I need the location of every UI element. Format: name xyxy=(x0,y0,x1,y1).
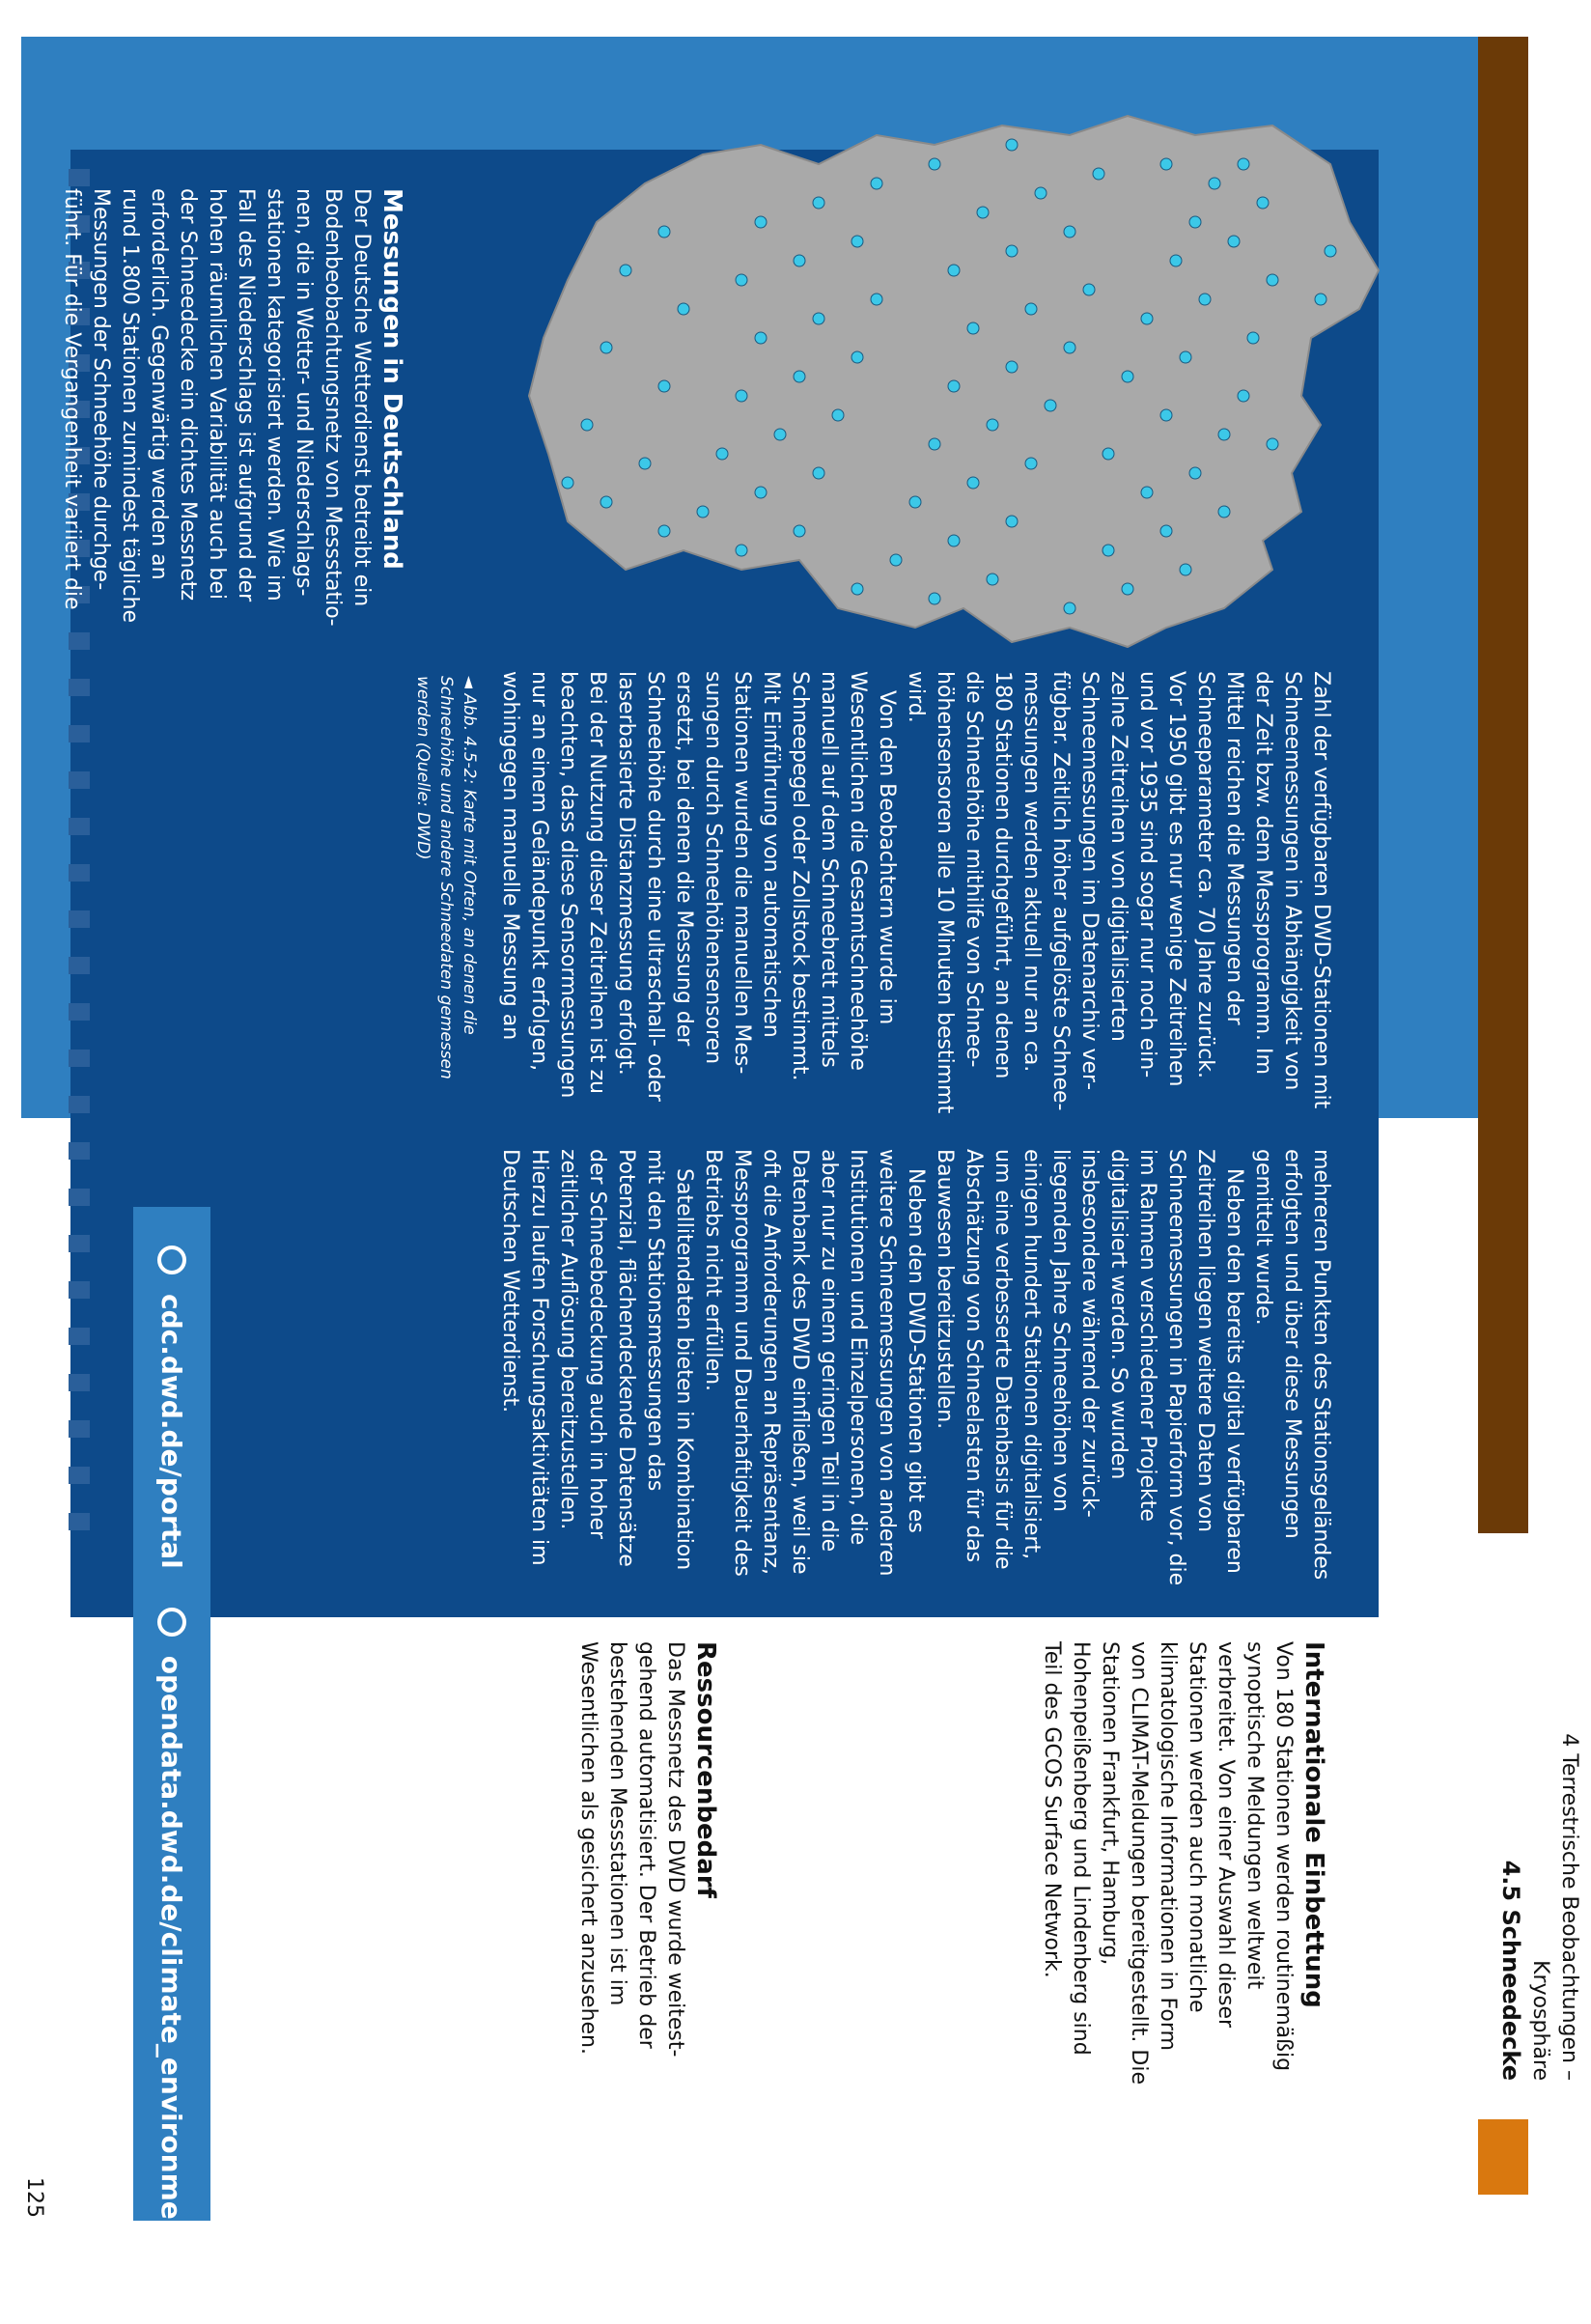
link-icon xyxy=(157,1608,186,1637)
messungen-text-2a: Zahl der verfügbaren DWD-Stationen mit Schneemessungen in Abhängigkeit von der Zeit bzw. dem Messprogramm. Im Mittel reichen die Messungen der Schneeparameter ca. 70 Jahre zurück. Vor 1950 gibt es nur wenige Zeitreihen und vor 1935 sind sogar nur noch einzelne Zeitreihen von digitalisierten Schneemessungen im Datenarchiv verfügbar. Zeitlich höher aufgelöste Schneemessungen werden aktuell nur an ca. 180 Stationen durchgeführt, an denen die Schneehöhe mithilfe von Schneehöhensensoren alle 10 Minuten bestimmt wird. xyxy=(904,671,1333,1114)
station-map xyxy=(500,106,1417,666)
link-icon xyxy=(157,1246,186,1274)
section-title: 4.5 Schneedecke xyxy=(1497,1860,1524,2081)
messungen-column-3 xyxy=(495,1149,1335,1593)
heading-international: Internationale Einbettung xyxy=(1299,1641,1328,2008)
messungen-text-3a: mehreren Punkten des Stationsgeländes erfolgten und über diese Messungen gemittelt wurde. xyxy=(1251,1149,1333,1581)
messungen-text-3d: Satellitendaten bieten in Kombination mit den Stationsmessungen das Potenzial, flächendeckende Datensätze der Schneebedeckung auch in hoher zeitlicher Auflösung bereitzustellen. Hierzu laufen Forschungsaktivitäten im Deutschen Wetterdienst. xyxy=(498,1149,696,1571)
messungen-column-1 xyxy=(57,188,408,632)
link-cdc-portal-label: cdc.dwd.de/portal xyxy=(155,1294,188,1569)
messungen-text-2b: Von den Beobachtern wurde im Wesentlichen die Gesamtschneehöhe manuell auf dem Schneebrett mittels Schneepegel oder Zollstock bestimmt. Mit Einführung von automatischen Stationen wurden die manuellen Messungen durch Schneehöhensensoren ersetzt, bei denen die Messung der Schneehöhe durch eine ultraschall- oder laserbasierte Distanzmessung erfolgt. Bei der Nutzung dieser Zeitreihen ist zu beachten, dass diese Sensormessungen nur an einem Geländepunkt erfolgen, wohingegen manuelle Messung an xyxy=(498,671,899,1102)
link-opendata[interactable] xyxy=(156,1608,188,2324)
ressourcen-section xyxy=(573,1641,722,2095)
heading-ressourcen: Ressourcenbedarf xyxy=(691,1641,720,1898)
map-caption: ◄ Abb. 4.5-2: Karte mit Orten, an denen die Schneehöhe und andere Schneedaten gemessen werden (Quelle: DWD) xyxy=(413,676,479,1079)
link-cdc-portal[interactable] xyxy=(156,1246,188,1569)
page-number: 125 xyxy=(22,2177,46,2218)
messungen-text-3b: Neben den bereits digital verfügbaren Zeitreihen liegen weitere Daten von Schneemessungen in Papierform vor, die im Rahmen verschiedener Projekte digitalisiert werden. So wurden insbesondere während der zurückliegenden Jahre Schneehöhen von einigen hundert Stationen digitalisiert, um eine verbesserte Datenbasis für die Abschätzung von Schneelasten für das Bauwesen bereitzustellen. xyxy=(933,1149,1246,1586)
link-opendata-label: opendata.dwd.de/climate_environment/CDC xyxy=(155,1655,188,2324)
ressourcen-text: Das Messnetz des DWD wurde weitestgehend automatisiert. Der Betrieb der bestehenden Messstationen ist im Wesentlichen als gesichert anzusehen. xyxy=(576,1641,687,2058)
brown-header-bar xyxy=(1478,37,1528,1533)
link-bar xyxy=(133,1207,210,2324)
orange-chapter-tab xyxy=(1478,2119,1528,2195)
running-header xyxy=(1497,1627,1591,2081)
heading-messungen: Messungen in Deutschland xyxy=(377,188,406,570)
international-text: Von 180 Stationen werden routinemäßig synoptische Meldungen weltweit verbreitet. Von einer Auswahl dieser Stationen werden auch monatliche klimatologische Informationen in Form von CLIMAT-Meldungen bereitgestellt. Die Stationen Frankfurt, Hamburg, Hohenpeißenberg und Lindenberg sind Teil des GCOS Surface Network. xyxy=(1040,1641,1296,2086)
messungen-column-2 xyxy=(495,671,1335,1115)
germany-map-icon xyxy=(500,106,1417,666)
chapter-title: 4 Terrestrische Beobachtungen – Kryosphäre xyxy=(1528,1733,1581,2081)
international-section xyxy=(1037,1641,1330,2095)
messungen-text-1: Der Deutsche Wetterdienst betreibt ein Bodenbeobachtungsnetz von Messstationen, die in Wetter- und Niederschlagsstationen kategorisiert werden. Wie im Fall des Niederschlags ist aufgrund der hohen räumlichen Variabilität auch bei der Schneedecke ein dichtes Messnetz erforderlich. Gegenwärtig werden an rund 1.800 Stationen zumindest tägliche Messungen der Schneehöhe durchgeführt. Für die Vergangenheit variiert die xyxy=(60,188,374,627)
messungen-text-3c: Neben den DWD-Stationen gibt es weitere Schneemessungen von anderen Institutionen und Einzelpersonen, die aber nur zu einem geringen Teil in die Datenbank des DWD einfließen, weil sie oft die Anforderungen an Repräsentanz, Messprogramm und Dauerhaftigkeit des Betriebs nicht erfüllen. xyxy=(701,1149,928,1577)
